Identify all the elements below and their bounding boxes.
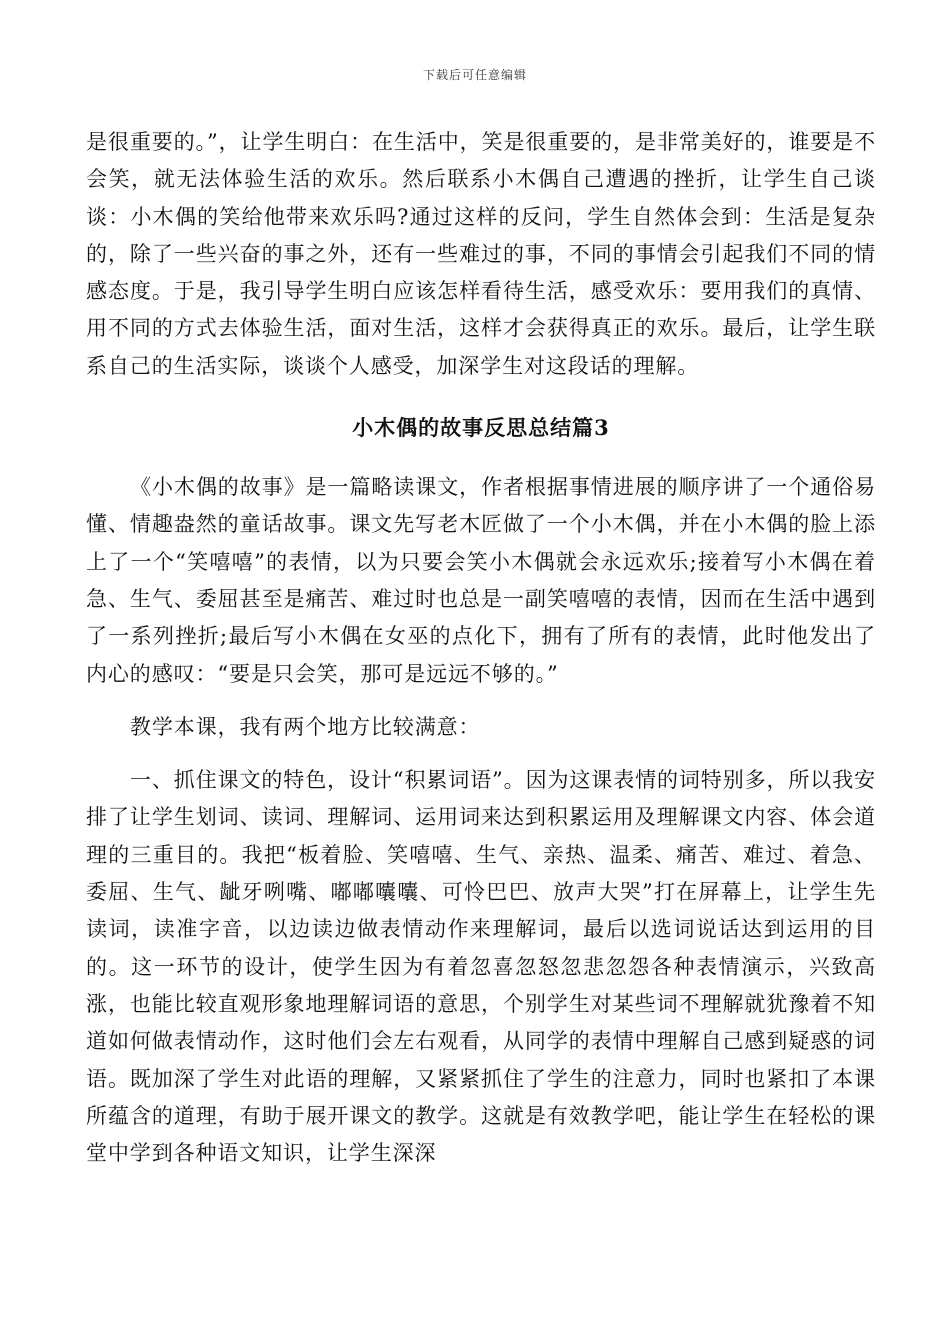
document-body <box>86 124 876 1172</box>
paragraph-continuation: 是很重要的。”，让学生明白：在生活中，笑是很重要的，是非常美好的，谁要是不会笑，就无法体验生活的欢乐。然后联系小木偶自己遭遇的挫折，让学生自己谈谈：小木偶的笑给他带来欢乐吗?通过这样的反问，学生自然体会到：生活是复杂的，除了一些兴奋的事之外，还有一些难过的事，不同的事情会引起我们不同的情感态度。于是，我引导学生明白应该怎样看待生活，感受欢乐：要用我们的真情、用不同的方式去体验生活，面对生活，这样才会获得真正的欢乐。最后，让学生联系自己的生活实际，谈谈个人感受，加深学生对这段话的理解。 <box>86 130 876 378</box>
paragraph-satisfaction: 教学本课，我有两个地方比较满意： <box>130 714 481 739</box>
page-header-note: 下载后可任意编辑 <box>422 68 527 82</box>
paragraph-point-one: 一、抓住课文的特色，设计“积累词语”。因为这课表情的词特别多，所以我安排了让学生划词、读词、理解词、运用词来达到积累运用及理解课文内容、体会道理的三重目的。我把“板着脸、笑嘻嘻、生气、亲热、温柔、痛苦、难过、着急、委屈、生气、龇牙咧嘴、嘟嘟囔囔、可怜巴巴、放声大哭”打在屏幕上，让学生先读词，读准字音，以边读边做表情动作来理解词，最后以选词说话达到运用的目的。这一环节的设计，使学生因为有着忽喜忽怒忽悲忽怨各种表情演示，兴致高涨，也能比较直观形象地理解词语的意思，个别学生对某些词不理解就犹豫着不知道如何做表情动作，这时他们会左右观看，从同学的表情中理解自己感到疑惑的词语。既加深了学生对此语的理解，又紧紧抓住了学生的注意力，同时也紧扣了本课所蕴含的道理，有助于展开课文的教学。这就是有效教学吧，能让学生在轻松的课堂中学到各种语文知识，让学生深深 <box>86 768 876 1166</box>
section-title: 小木偶的故事反思总结篇3 <box>352 415 610 441</box>
paragraph-intro: 《小木偶的故事》是一篇略读课文，作者根据事情进展的顺序讲了一个通俗易懂、情趣盎然的童话故事。课文先写老木匠做了一个小木偶，并在小木偶的脸上添上了一个“笑嘻嘻”的表情，以为只要会笑小木偶就会永远欢乐;接着写小木偶在着急、生气、委屈甚至是痛苦、难过时也总是一副笑嘻嘻的表情，因而在生活中遇到了一系列挫折;最后写小木偶在女巫的点化下，拥有了所有的表情，此时他发出了内心的感叹：“要是只会笑，那可是远远不够的。” <box>86 475 876 686</box>
